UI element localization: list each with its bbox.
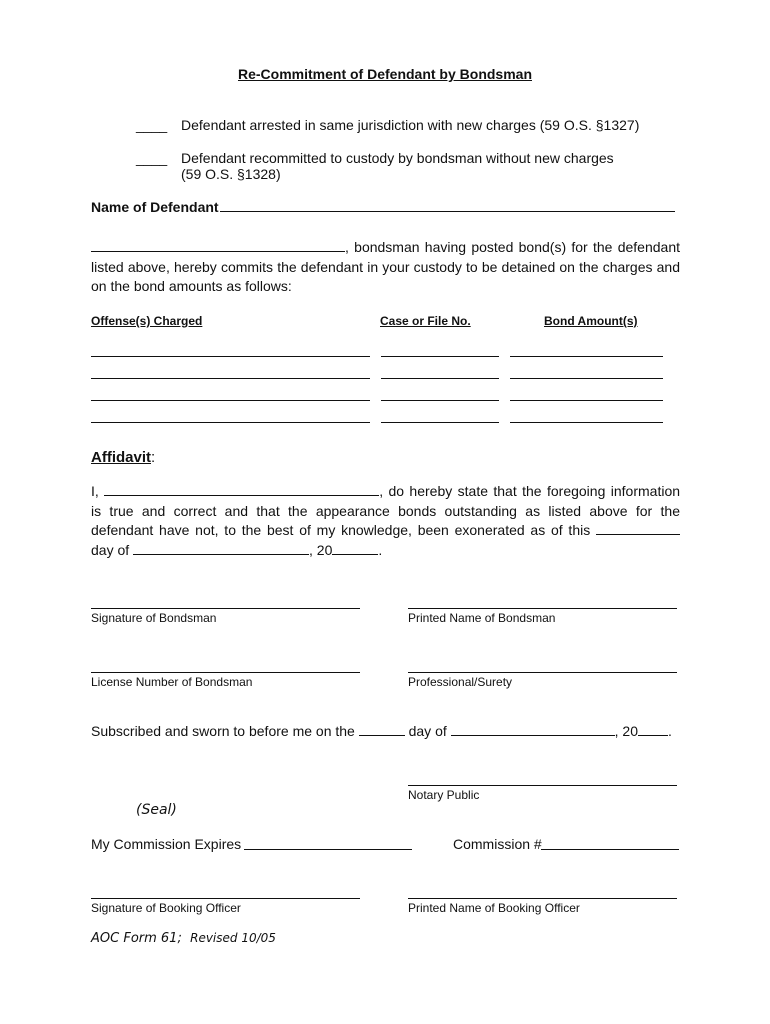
revision-date: Revised 10/05 [190, 931, 276, 945]
license-number-label: License Number of Bondsman [91, 675, 253, 689]
subscribed-text-3: , 20 [614, 723, 638, 739]
printed-bondsman-label: Printed Name of Bondsman [408, 611, 556, 625]
offense-field-3[interactable] [91, 400, 370, 401]
printed-booking-officer-label: Printed Name of Booking Officer [408, 901, 580, 915]
commission-number-field[interactable] [541, 849, 679, 850]
case-field-2[interactable] [381, 378, 499, 379]
name-of-defendant-field[interactable] [220, 211, 675, 212]
option-1-text: Defendant arrested in same jurisdiction with new charges (59 O.S. §1327) [181, 117, 640, 133]
option-1-blank[interactable]: ____ [136, 117, 168, 133]
sig-bondsman-label: Signature of Bondsman [91, 611, 217, 625]
subscribed-year-field[interactable] [638, 723, 668, 736]
affidavit-paragraph [91, 482, 680, 560]
subscribed-line [91, 722, 672, 740]
intro-paragraph-text: , bondsman having posted bond(s) for the defendant listed above, hereby commits the defendant in your custody to be detained on the charges and on the bond amounts as follows: [91, 239, 680, 294]
affidavit-year-field[interactable] [332, 541, 378, 555]
form-number: AOC Form 61; [91, 931, 182, 946]
offense-field-1[interactable] [91, 356, 370, 357]
form-footer [91, 931, 276, 946]
intro-paragraph [91, 238, 680, 297]
commission-expires-field[interactable] [244, 849, 412, 850]
affidavit-colon: : [151, 449, 156, 466]
affidavit-day-field[interactable] [596, 521, 680, 535]
affidavit-day-of: day of [91, 541, 134, 558]
bond-field-4[interactable] [510, 422, 663, 423]
bondsman-printed-name-field[interactable] [408, 608, 677, 609]
affidavit-prefix: I, [91, 483, 105, 499]
option-2-citation: (59 O.S. §1328) [181, 166, 281, 182]
bond-field-3[interactable] [510, 400, 663, 401]
header-case-no: Case or File No. [380, 314, 471, 328]
booking-officer-printed-name-field[interactable] [408, 898, 677, 899]
commission-expires-label: My Commission Expires [91, 836, 242, 852]
bond-field-2[interactable] [510, 378, 663, 379]
subscribed-month-field[interactable] [451, 723, 615, 736]
subscribed-text-2: day of [404, 723, 451, 739]
header-offenses: Offense(s) Charged [91, 314, 203, 328]
subscribed-day-field[interactable] [359, 723, 405, 736]
case-field-3[interactable] [381, 400, 499, 401]
offense-field-4[interactable] [91, 422, 370, 423]
form-title: Re-Commitment of Defendant by Bondsman [237, 66, 532, 82]
affidavit-year-prefix: , 20 [309, 541, 333, 558]
notary-public-label: Notary Public [408, 788, 480, 802]
subscribed-text-4: . [668, 723, 672, 739]
affidavit-end: . [378, 541, 383, 558]
professional-surety-field[interactable] [408, 672, 677, 673]
commission-number-label: Commission # [453, 836, 542, 852]
professional-surety-label: Professional/Surety [408, 675, 513, 689]
option-2-text: Defendant recommitted to custody by bondsman without new charges [181, 150, 614, 166]
case-field-4[interactable] [381, 422, 499, 423]
bondsman-name-field[interactable] [91, 238, 345, 252]
bondsman-signature-field[interactable] [91, 608, 360, 609]
sig-booking-officer-label: Signature of Booking Officer [91, 901, 241, 915]
affiant-name-field[interactable] [104, 482, 379, 496]
seal-label: (Seal) [136, 802, 177, 818]
affidavit-middle: , do hereby state that the foregoing information is true and correct and that the appearance bonds outstanding as listed above for the defendant have not, to the best of my knowledge, been exonerated as of this [91, 483, 681, 538]
affidavit-month-field[interactable] [133, 541, 309, 555]
license-number-field[interactable] [91, 672, 360, 673]
notary-signature-field[interactable] [408, 785, 677, 786]
affidavit-heading [91, 449, 155, 466]
affidavit-heading-text: Affidavit [91, 449, 151, 466]
booking-officer-signature-field[interactable] [91, 898, 360, 899]
option-2-blank[interactable]: ____ [136, 150, 168, 166]
case-field-1[interactable] [381, 356, 499, 357]
bond-field-1[interactable] [510, 356, 663, 357]
name-of-defendant-label: Name of Defendant [91, 199, 219, 215]
subscribed-text-1: Subscribed and sworn to before me on the [91, 723, 359, 739]
offense-field-2[interactable] [91, 378, 370, 379]
header-bond-amount: Bond Amount(s) [544, 314, 638, 328]
